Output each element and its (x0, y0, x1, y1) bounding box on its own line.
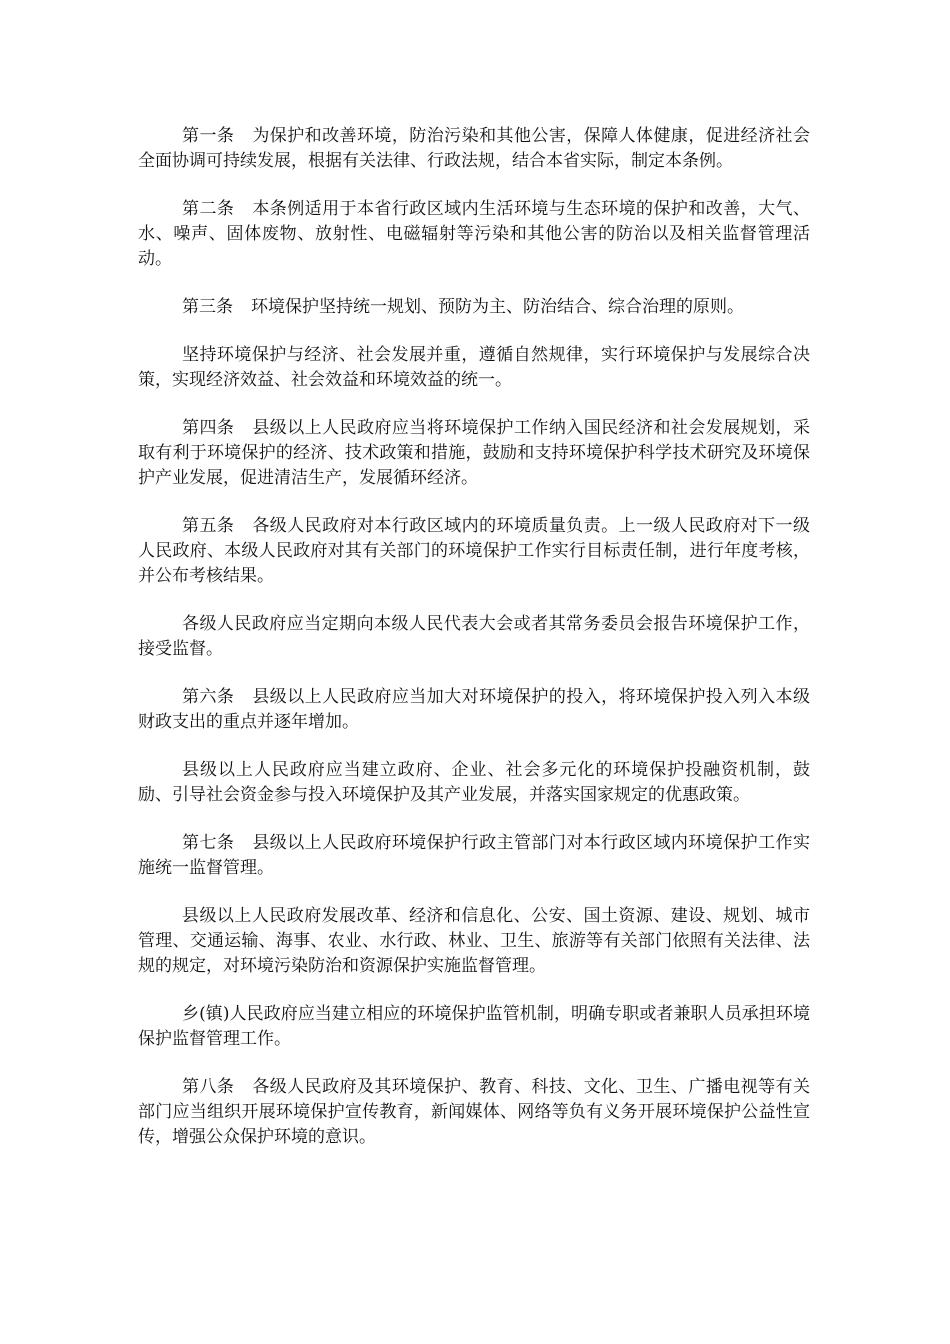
paragraph-text: 乡(镇)人民政府应当建立相应的环境保护监管机制，明确专职或者兼职人员承担环境保护监督管理工作。 (138, 1004, 810, 1049)
paragraph-article-6-clause-2 (138, 758, 810, 808)
paragraph-article-3-clause-2 (138, 343, 810, 393)
paragraph-article-3 (138, 295, 810, 320)
article-number: 第五条 (182, 516, 235, 536)
paragraph-article-7-clause-3 (138, 1002, 810, 1052)
paragraph-text: 各级人民政府及其环境保护、教育、科技、文化、卫生、广播电视等有关部门应当组织开展环境保护宣传教育，新闻媒体、网络等负有义务开展环境保护公益性宣传，增强公众保护环境的意识。 (138, 1077, 811, 1147)
paragraph-article-5-clause-2 (138, 612, 810, 662)
article-number: 第一条 (182, 126, 235, 146)
paragraph-text: 各级人民政府对本行政区域内的环境质量负责。上一级人民政府对下一级人民政府、本级人民政府对其有关部门的环境保护工作实行目标责任制，进行年度考核，并公布考核结果。 (138, 516, 811, 586)
paragraph-text: 环境保护坚持统一规划、预防为主、防治结合、综合治理的原则。 (251, 297, 744, 317)
article-number: 第六条 (182, 687, 235, 707)
paragraph-text: 为保护和改善环境，防治污染和其他公害，保障人体健康，促进经济社会全面协调可持续发展，根据有关法律、行政法规，结合本省实际，制定本条例。 (138, 126, 811, 171)
paragraph-text: 县级以上人民政府环境保护行政主管部门对本行政区域内环境保护工作实施统一监督管理。 (138, 833, 811, 878)
document-body (138, 124, 810, 1173)
paragraph-article-5 (138, 514, 810, 589)
paragraph-text: 本条例适用于本省行政区域内生活环境与生态环境的保护和改善，大气、水、噪声、固体废物、放射性、电磁辐射等污染和其他公害的防治以及相关监督管理活动。 (138, 199, 811, 269)
paragraph-article-8 (138, 1075, 810, 1150)
paragraph-article-4 (138, 416, 810, 491)
article-number: 第二条 (182, 199, 235, 219)
paragraph-text: 县级以上人民政府发展改革、经济和信息化、公安、国土资源、建设、规划、城市管理、交通运输、海事、农业、水行政、林业、卫生、旅游等有关部门依照有关法律、法规的规定，对环境污染防治和资源保护实施监督管理。 (138, 906, 810, 976)
article-number: 第七条 (182, 833, 235, 853)
paragraph-article-1 (138, 124, 810, 174)
paragraph-text: 各级人民政府应当定期向本级人民代表大会或者其常务委员会报告环境保护工作，接受监督。 (138, 614, 810, 659)
paragraph-article-2 (138, 197, 810, 272)
article-number: 第八条 (182, 1077, 235, 1097)
paragraph-article-7-clause-2 (138, 904, 810, 979)
article-number: 第四条 (182, 418, 235, 438)
paragraph-text: 县级以上人民政府应当建立政府、企业、社会多元化的环境保护投融资机制，鼓励、引导社会资金参与投入环境保护及其产业发展，并落实国家规定的优惠政策。 (138, 760, 810, 805)
paragraph-article-7 (138, 831, 810, 881)
article-number: 第三条 (182, 297, 233, 317)
paragraph-text: 县级以上人民政府应当将环境保护工作纳入国民经济和社会发展规划，采取有利于环境保护的经济、技术政策和措施，鼓励和支持环境保护科学技术研究及环境保护产业发展，促进清洁生产，发展循环经济。 (138, 418, 811, 488)
paragraph-text: 坚持环境保护与经济、社会发展并重，遵循自然规律，实行环境保护与发展综合决策，实现经济效益、社会效益和环境效益的统一。 (138, 345, 810, 390)
paragraph-text: 县级以上人民政府应当加大对环境保护的投入，将环境保护投入列入本级财政支出的重点并逐年增加。 (138, 687, 811, 732)
paragraph-article-6 (138, 685, 810, 735)
